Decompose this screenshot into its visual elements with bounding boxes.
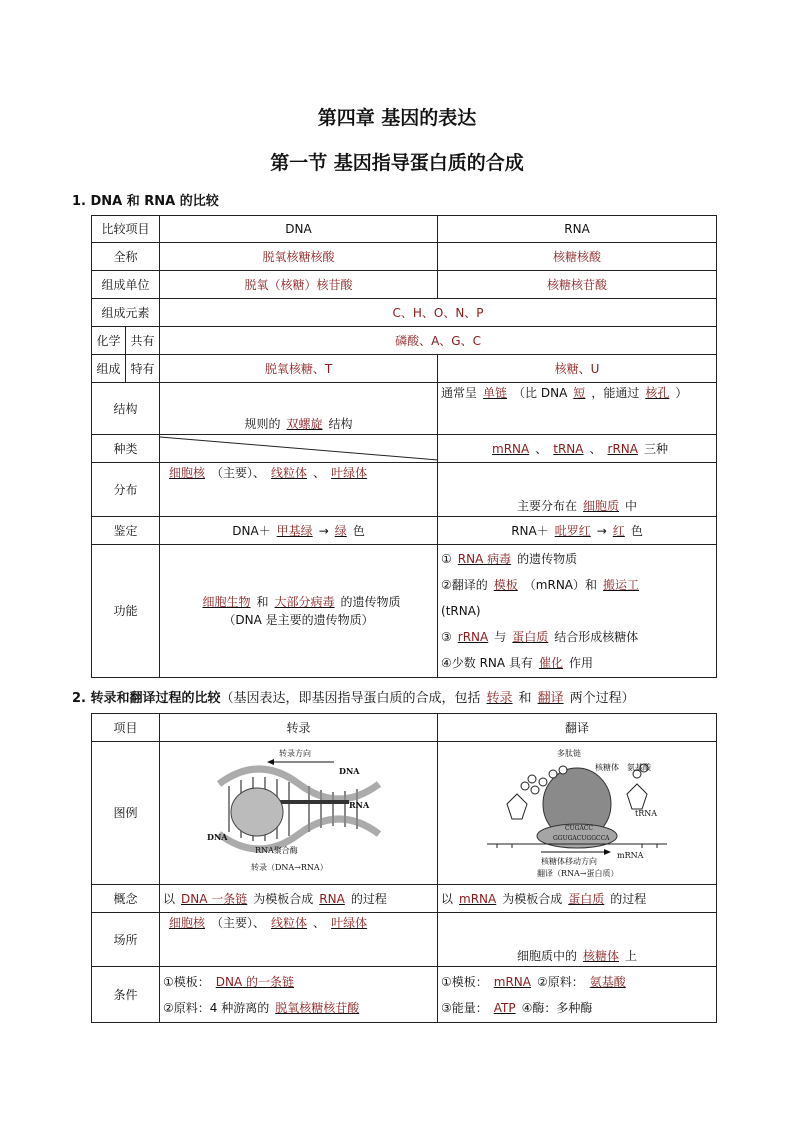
text: ）: [675, 386, 688, 400]
rna-function-2: [441, 572, 713, 598]
blank-trna: tRNA: [553, 441, 584, 456]
rna-unit: 核糖核苷酸: [438, 271, 717, 299]
diagonal-line: [160, 435, 438, 462]
header-item: 比较项目: [92, 216, 160, 243]
rna-unique: 核糖、U: [438, 355, 717, 383]
translation-caption: 翻译（RNA→蛋白质）: [537, 869, 619, 878]
text: （主要）、: [211, 466, 266, 480]
blank-cellular-organisms: 细胞生物: [202, 595, 251, 609]
text: 细胞质中的: [516, 949, 577, 963]
dna-structure: [160, 383, 438, 435]
text: 、: [589, 441, 602, 456]
label-transcription-direction: 转录方向: [278, 749, 311, 758]
blank-carrier: 搬运工: [603, 578, 640, 592]
blank-rrna: rRNA: [457, 630, 489, 644]
text: 和: [256, 595, 269, 609]
blank-mrna: mRNA: [459, 891, 497, 906]
blank-translation: 翻译: [537, 691, 564, 706]
blank-chloroplast: 叶绿体: [331, 916, 368, 930]
label-ribosome-move: 核糖体移动方向: [541, 857, 597, 866]
text: ①: [441, 552, 452, 566]
label-amino-acid: 氨基酸: [627, 763, 651, 772]
text: ，能通过: [591, 386, 640, 400]
transcription-diagram: [199, 744, 399, 882]
row-chem-common: [92, 327, 717, 355]
text: ③能量：: [441, 1000, 488, 1015]
text: 、: [313, 916, 326, 930]
row-distribution: [92, 463, 717, 517]
heading-note: （基因表达，即基因指导蛋白质的合成，包括: [220, 691, 481, 706]
common-label: 共有: [126, 327, 160, 355]
condition-energy-enzyme: [441, 995, 713, 1021]
text: 结构: [328, 417, 353, 431]
condition-template-material: [441, 969, 713, 995]
text: ④酶：多种酶: [521, 1000, 593, 1015]
row-label: 场所: [92, 913, 160, 967]
blank-nuclear-pore: 核孔: [645, 386, 670, 400]
rna-function-2b: (tRNA): [441, 604, 481, 618]
header-item: 项目: [92, 714, 160, 742]
blank-protein: 蛋白质: [512, 630, 549, 644]
text: ④少数 RNA 具有: [441, 656, 533, 670]
translation-concept: [438, 885, 717, 913]
rna-distribution: [438, 463, 717, 517]
text: 的过程: [350, 891, 387, 906]
row-label: 组成单位: [92, 271, 160, 299]
row-full-name: [92, 243, 717, 271]
blank-mitochondria: 线粒体: [271, 916, 308, 930]
text: 作用: [568, 656, 593, 670]
text: RNA＋: [511, 523, 549, 538]
blank-deoxyribonucleotides: 脱氧核糖核苷酸: [275, 1000, 360, 1015]
text: ②原料：4 种游离的: [163, 1000, 270, 1015]
row-label: 图例: [92, 742, 160, 885]
blank-red: 红: [612, 523, 625, 538]
text: （主要）、: [211, 916, 266, 930]
text: 三种: [643, 441, 668, 456]
row-elements: [92, 299, 717, 327]
blank-mitochondria: 线粒体: [271, 466, 308, 480]
blank-dna-strand: DNA 一条链: [181, 891, 248, 906]
text: 、: [313, 466, 326, 480]
blank-single-strand: 单链: [483, 386, 508, 400]
rna-full-name: 核糖核酸: [438, 243, 717, 271]
text: 通常呈: [441, 386, 478, 400]
text: 以: [441, 891, 454, 906]
blank-template: 模板: [493, 578, 518, 592]
dna-full-name: 脱氧核糖核酸: [160, 243, 438, 271]
blank-transcription: 转录: [486, 691, 513, 706]
blank-mrna: mRNA: [492, 441, 530, 456]
row-label: 概念: [92, 885, 160, 913]
text: 为模板合成: [502, 891, 563, 906]
label-dna-bottom: DNA: [206, 832, 227, 842]
transcription-translation-table: [91, 713, 717, 1023]
dna-function-note: （DNA 是主要的遗传物质）: [223, 613, 374, 627]
blank-double-helix: 双螺旋: [286, 417, 323, 431]
row-function: [92, 545, 717, 678]
row-conditions: [92, 967, 717, 1023]
blank-most-viruses: 大部分病毒: [274, 595, 335, 609]
blank-catalysis: 催化: [538, 656, 563, 670]
dna-unique: 脱氧核糖、T: [160, 355, 438, 383]
row-label: 组成元素: [92, 299, 160, 327]
row-kinds: [92, 435, 717, 463]
text: 上: [625, 949, 638, 963]
text: （mRNA）和: [523, 578, 598, 592]
text: 与: [494, 630, 507, 644]
label-mrna: mRNA: [617, 851, 644, 860]
row-concept: [92, 885, 717, 913]
dna-rna-comparison-table: [91, 215, 717, 678]
elements-value: C、H、O、N、P: [160, 299, 717, 327]
text: （比 DNA: [513, 386, 568, 400]
text: ①模板：: [441, 974, 488, 989]
transcription-conditions: [160, 967, 438, 1023]
row-label: 种类: [92, 435, 160, 463]
blank-dna-one-strand: DNA 的一条链: [215, 974, 295, 989]
dna-function-line: [163, 593, 434, 611]
blank-methyl-green: 甲基绿: [276, 523, 313, 538]
dna-unit: 脱氧（核糖）核苷酸: [160, 271, 438, 299]
row-chem-unique: [92, 355, 717, 383]
table-header-row: [92, 216, 717, 243]
condition-template: [163, 969, 434, 995]
text: 、: [535, 441, 548, 456]
text: 两个过程）: [569, 691, 635, 706]
text: 的过程: [610, 891, 647, 906]
dna-function: [160, 545, 438, 678]
blank-rrna: rRNA: [607, 441, 638, 456]
text: 色: [630, 523, 643, 538]
transcription-concept: [160, 885, 438, 913]
row-identification: [92, 517, 717, 545]
blank-nucleus: 细胞核: [169, 916, 206, 930]
text: 的遗传物质: [517, 552, 578, 566]
rna-kinds: [438, 435, 717, 463]
label-dna-top: DNA: [338, 766, 359, 776]
row-label: 结构: [92, 383, 160, 435]
section-title: 第一节 基因指导蛋白质的合成: [270, 152, 524, 174]
blank-rna: RNA: [319, 891, 345, 906]
heading-text: 2. 转录和翻译过程的比较: [72, 691, 221, 706]
row-label: 鉴定: [92, 517, 160, 545]
rna-structure: [438, 383, 717, 435]
translation-conditions: [438, 967, 717, 1023]
row-unit: [92, 271, 717, 299]
row-label: 全称: [92, 243, 160, 271]
blank-rna-virus: RNA 病毒: [457, 552, 512, 566]
table-header-row: [92, 714, 717, 742]
row-figure: [92, 742, 717, 885]
row-label: 分布: [92, 463, 160, 517]
blank-chloroplast: 叶绿体: [331, 466, 368, 480]
translation-figure-cell: [438, 742, 717, 885]
condition-material: [163, 995, 434, 1021]
text: 中: [625, 499, 638, 513]
text: 色: [352, 523, 365, 538]
text: ②翻译的: [441, 578, 488, 592]
rna-function-4: [441, 650, 713, 676]
unique-label: 特有: [126, 355, 160, 383]
rna-function: [438, 545, 717, 678]
row-site: [92, 913, 717, 967]
row-structure: [92, 383, 717, 435]
chem-label-bottom: 组成: [92, 355, 126, 383]
blank-protein: 蛋白质: [568, 891, 605, 906]
header-rna: RNA: [438, 216, 717, 243]
arrow: →: [318, 523, 329, 538]
row-label: 条件: [92, 967, 160, 1023]
blank-atp: ATP: [493, 1000, 516, 1015]
row-label: 功能: [92, 545, 160, 678]
blank-amino-acid: 氨基酸: [589, 974, 626, 989]
label-polypeptide: 多肽链: [557, 749, 581, 758]
text: 的遗传物质: [340, 595, 401, 609]
label-trna: tRNA: [635, 809, 658, 818]
heading-transcription-translation: [72, 687, 635, 706]
text: ③: [441, 630, 452, 644]
label-ribosome: 核糖体: [595, 763, 619, 772]
text: 主要分布在: [516, 499, 577, 513]
heading-dna-rna-compare: 1. DNA 和 RNA 的比较: [72, 194, 219, 209]
text: ②原料：: [536, 974, 584, 989]
transcription-caption: 转录（DNA→RNA）: [250, 863, 328, 872]
label-rna-polymerase: RNA聚合酶: [254, 846, 298, 855]
dna-distribution: [160, 463, 438, 517]
header-translation: 翻译: [438, 714, 717, 742]
dna-identification: [160, 517, 438, 545]
text: 规则的: [244, 417, 281, 431]
rna-function-3: [441, 624, 713, 650]
text: ①模板：: [163, 974, 210, 989]
text: 结合形成核糖体: [554, 630, 639, 644]
blank-cytoplasm: 细胞质: [583, 499, 620, 513]
transcription-site: [160, 913, 438, 967]
text: 为模板合成: [253, 891, 314, 906]
chem-label-top: 化学: [92, 327, 126, 355]
arrow: →: [596, 523, 607, 538]
label-codon-2: GGUGACUGGCCA: [553, 835, 610, 842]
blank-pyronin: 吡罗红: [554, 523, 591, 538]
dna-kinds-empty: [160, 435, 438, 463]
label-codon-1: CUGACC: [565, 825, 593, 832]
transcription-figure-cell: [160, 742, 438, 885]
translation-diagram: [477, 744, 677, 882]
text: 和: [518, 691, 532, 706]
blank-green: 绿: [334, 523, 347, 538]
text: DNA＋: [232, 523, 271, 538]
header-dna: DNA: [160, 216, 438, 243]
blank-ribosome: 核糖体: [582, 949, 619, 963]
common-value: 磷酸、A、G、C: [160, 327, 717, 355]
label-rna: RNA: [348, 800, 369, 810]
blank-mrna: mRNA: [493, 974, 531, 989]
blank-nucleus: 细胞核: [169, 466, 206, 480]
header-transcription: 转录: [160, 714, 438, 742]
translation-site: [438, 913, 717, 967]
rna-function-1: [441, 546, 713, 572]
blank-short: 短: [573, 386, 586, 400]
rna-identification: [438, 517, 717, 545]
text: 以: [163, 891, 176, 906]
chapter-title: 第四章 基因的表达: [317, 107, 477, 129]
